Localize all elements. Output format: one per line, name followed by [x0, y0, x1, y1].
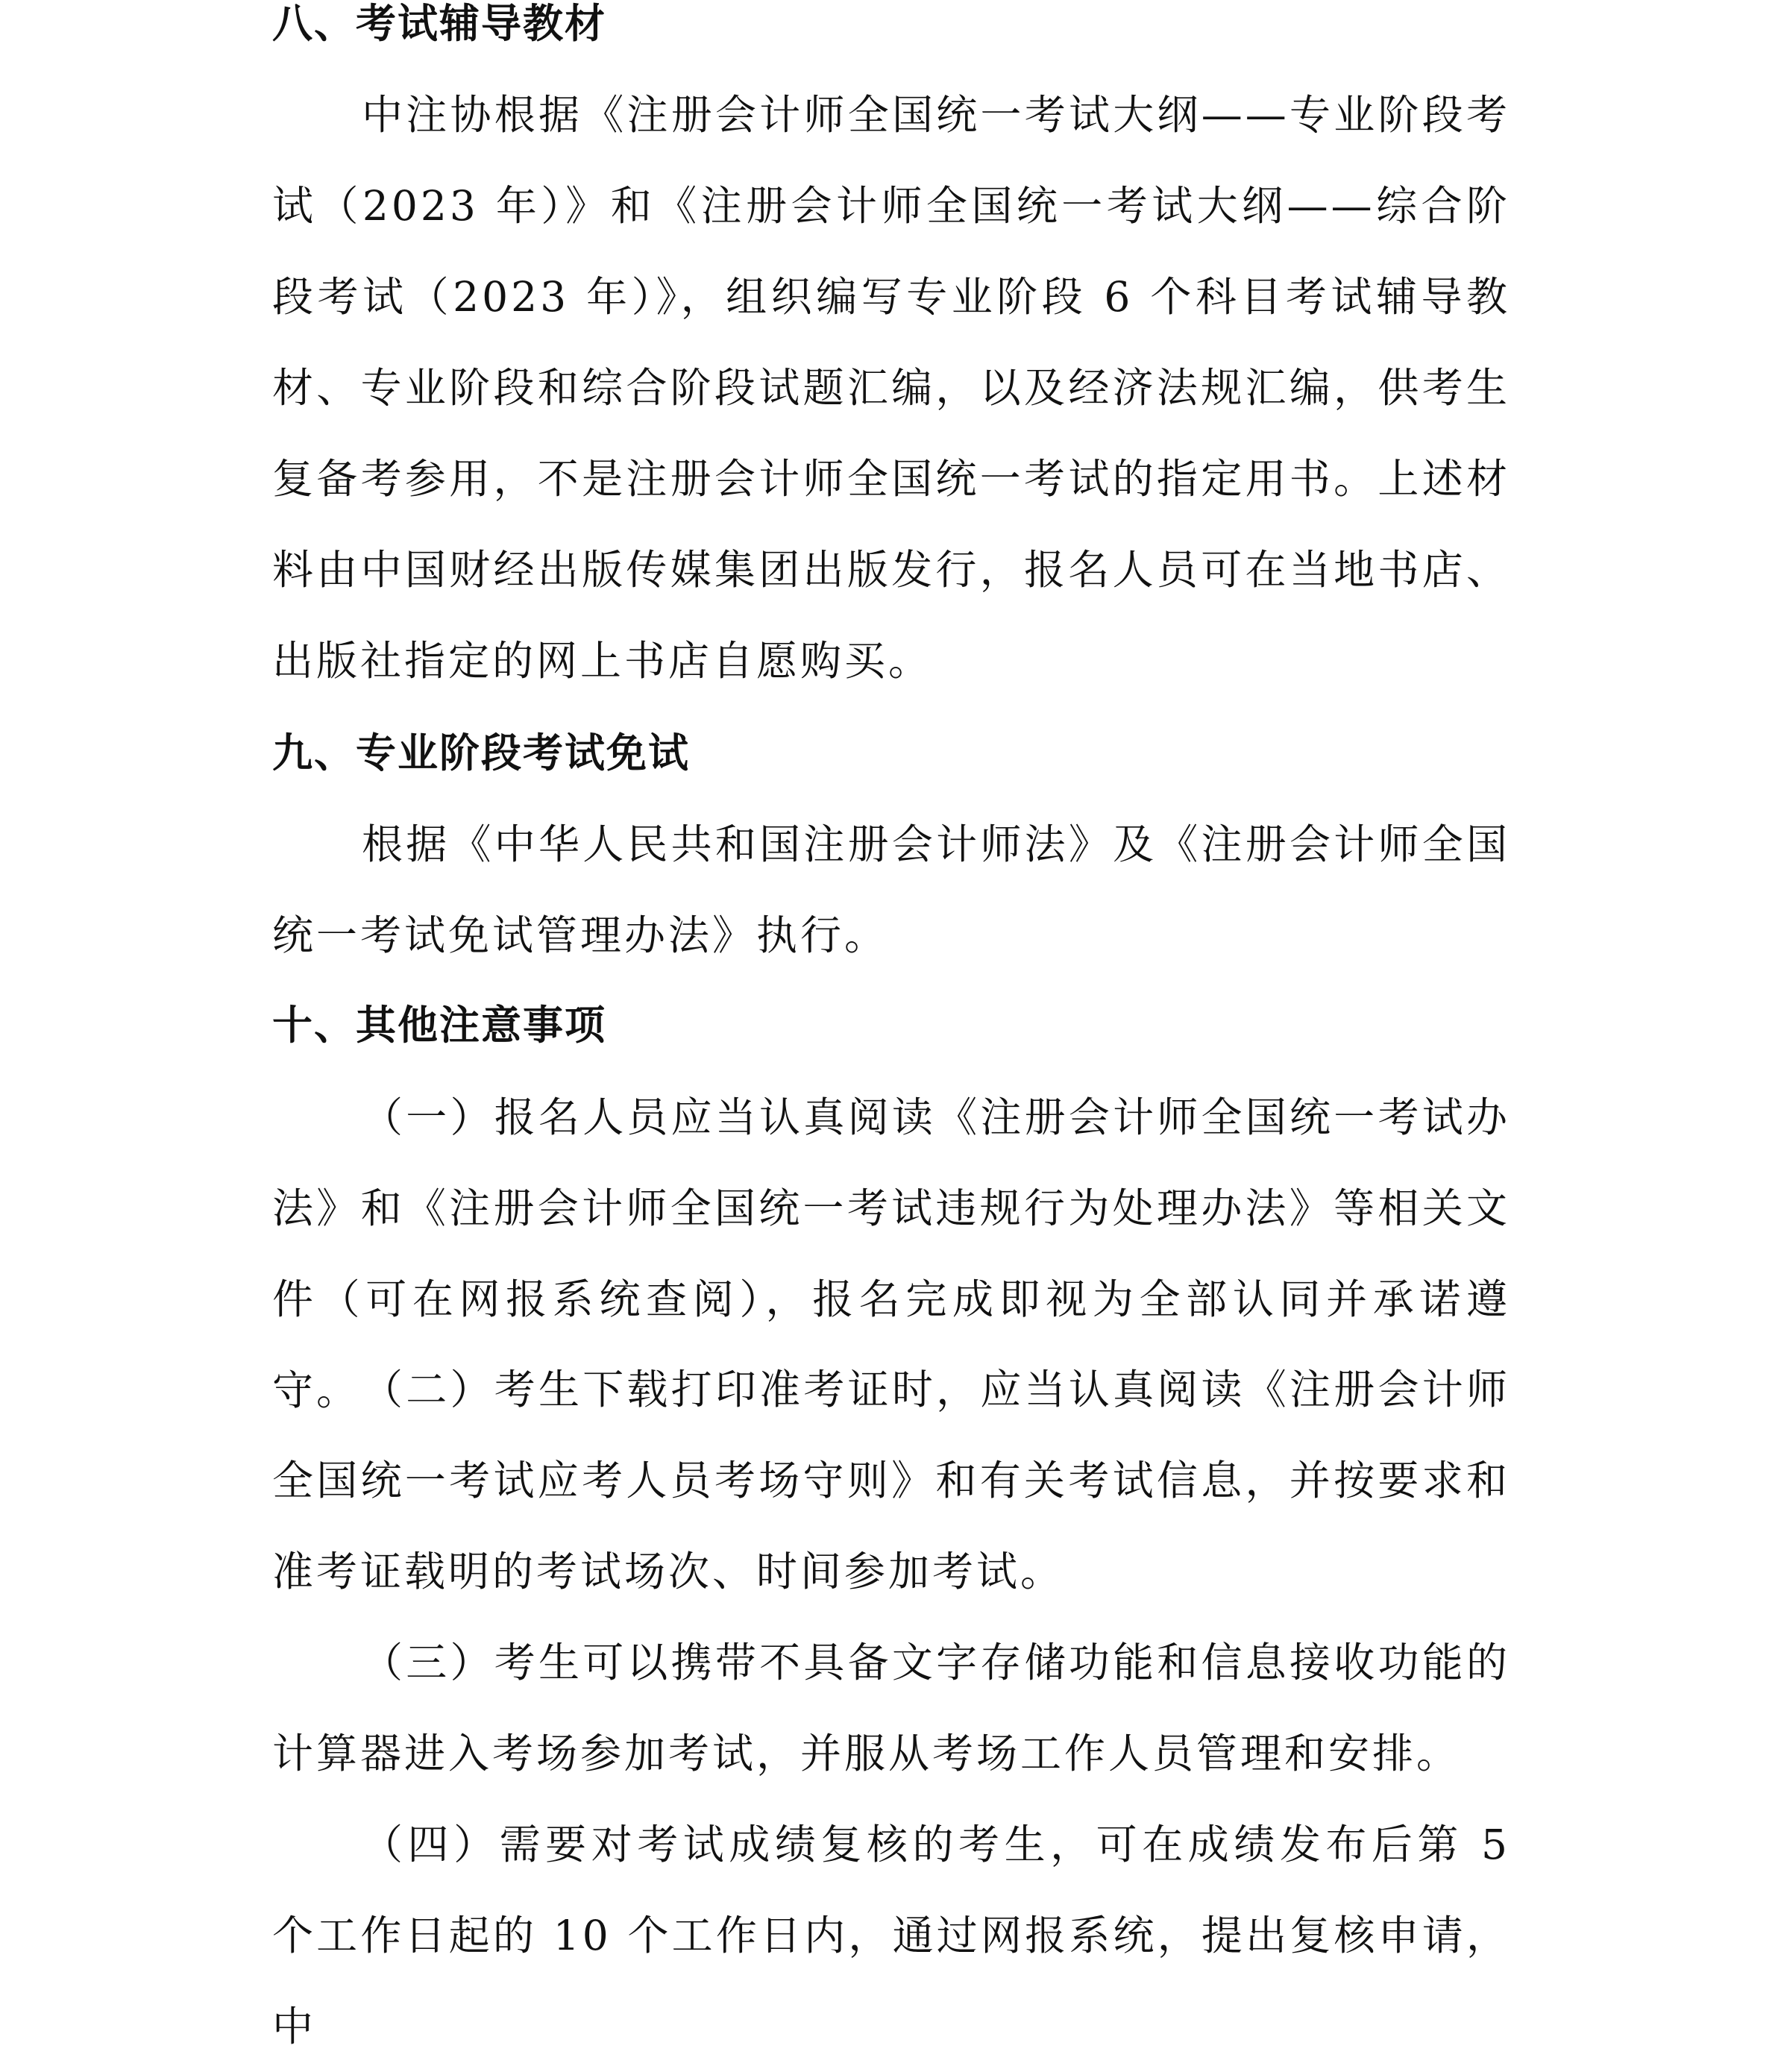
- section-8-heading: 八、考试辅导教材: [272, 0, 606, 47]
- section-9-heading: 九、专业阶段考试免试: [272, 729, 690, 776]
- section-10-item-4: （四）需要对考试成绩复核的考生，可在成绩发布后第 5 个工作日起的 10 个工作日内，通过网报系统，提出复核申请，中: [272, 1821, 1510, 2050]
- section-10-item-1: （一）报名人员应当认真阅读《注册会计师全国统一考试办法》和《注册会计师全国统一考试违规行为处理办法》等相关文件（可在网报系统查阅），报名完成即视为全部认同并承诺遵守。: [272, 1093, 1510, 1414]
- section-10-item-2: （二）考生下载打印准考证时，应当认真阅读《注册会计师全国统一考试应考人员考场守则》和有关考试信息，并按要求和准考证载明的考试场次、时间参加考试。: [272, 1366, 1510, 1595]
- section-10-item-3: （三）考生可以携带不具备文字存储功能和信息接收功能的计算器进入考场参加考试，并服从考场工作人员管理和安排。: [272, 1639, 1510, 1777]
- section-9-paragraph: 根据《中华人民共和国注册会计师法》及《注册会计师全国统一考试免试管理办法》执行。: [272, 820, 1510, 959]
- section-10-heading: 十、其他注意事项: [272, 1002, 606, 1049]
- section-8-paragraph: 中注协根据《注册会计师全国统一考试大纲——专业阶段考试（2023 年）》和《注册会计师全国统一考试大纲——综合阶段考试（2023 年）》，组织编写专业阶段 6 个科目考试辅导教材、专业阶段和综合阶段试题汇编，以及经济法规汇编，供考生复备考参用，不是注册会计师全国统一考试的指定用书。上述材料由中国财经出版传媒集团出版发行，报名人员可在当地书店、出版社指定的网上书店自愿购买。: [272, 91, 1510, 685]
